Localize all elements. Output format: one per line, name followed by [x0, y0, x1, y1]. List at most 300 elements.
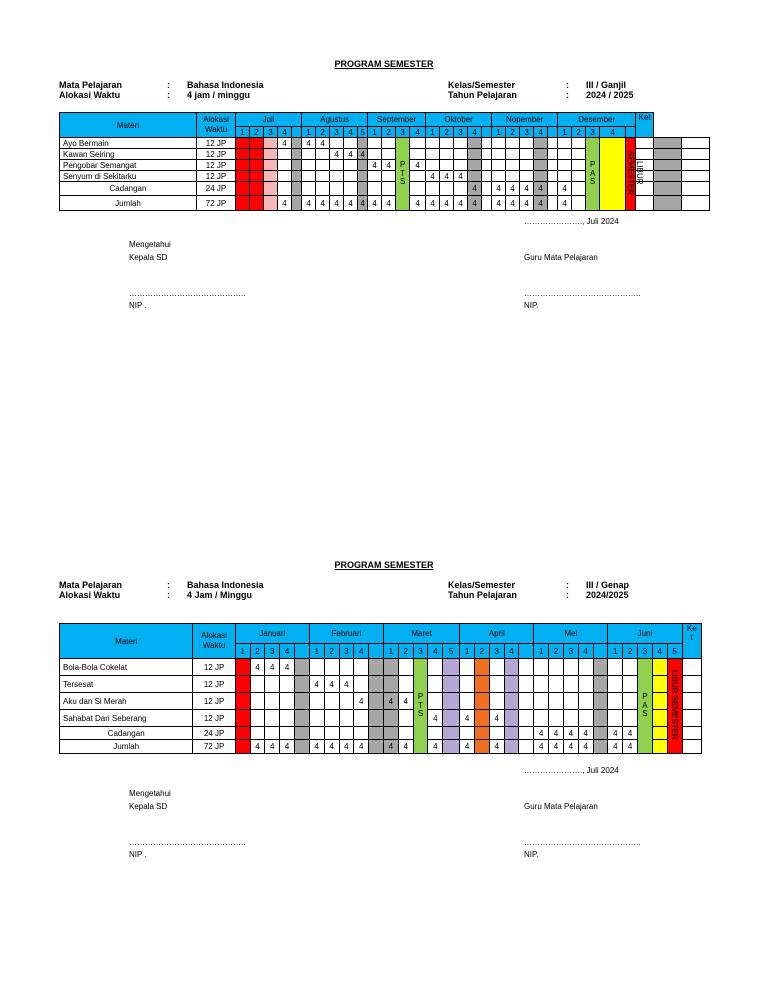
week-cell — [578, 693, 593, 710]
week-cell — [295, 676, 310, 693]
week-number: 1 — [608, 644, 623, 659]
week-cell — [428, 727, 443, 740]
guru-label: Guru Mata Pelajaran — [524, 253, 598, 262]
week-cell — [460, 727, 475, 740]
kepala-label: Kepala SD — [129, 253, 168, 262]
pas-block-label: P A S — [589, 160, 596, 187]
week-cell: 4 — [558, 182, 572, 196]
week-cell — [280, 676, 295, 693]
week-cell — [292, 138, 302, 149]
week-number — [519, 644, 534, 659]
week-number: 1 — [236, 127, 250, 138]
week-cell — [344, 182, 358, 196]
week-cell — [264, 149, 278, 160]
week-cell — [572, 171, 586, 182]
colon: : — [566, 80, 569, 90]
week-cell — [324, 693, 339, 710]
materi-cell: Cadangan — [60, 182, 197, 196]
week-cell: 4 — [368, 160, 382, 171]
week-cell: 4 — [358, 149, 368, 160]
week-cell: 4 — [534, 740, 549, 754]
week-cell: 4 — [428, 740, 443, 754]
week-number: 4 — [410, 127, 426, 138]
week-cell — [468, 149, 482, 160]
week-cell — [264, 160, 278, 171]
materi-cell: Sahabat Dari Seberang — [60, 710, 193, 727]
week-cell — [652, 740, 667, 754]
week-cell — [572, 149, 586, 160]
alokasi-cell: 72 JP — [197, 196, 236, 211]
week-cell — [295, 693, 310, 710]
week-cell: 4 — [358, 196, 368, 211]
week-cell — [250, 160, 264, 171]
week-cell — [368, 171, 382, 182]
week-cell — [309, 693, 324, 710]
week-cell: 4 — [623, 740, 638, 754]
week-cell — [492, 149, 506, 160]
week-cell — [330, 138, 344, 149]
week-number: 3 — [264, 127, 278, 138]
month-header: April — [460, 624, 534, 644]
materi-cell: Ayo Bermain — [60, 138, 197, 149]
week-cell — [344, 138, 358, 149]
pts-block-label: P T S — [399, 160, 406, 187]
week-cell — [520, 160, 534, 171]
alokasi-header-line2: Waktu — [204, 125, 228, 134]
week-cell — [519, 659, 534, 676]
week-cell: 4 — [489, 740, 504, 754]
week-cell — [280, 710, 295, 727]
guru-label: Guru Mata Pelajaran — [524, 802, 598, 811]
week-cell — [563, 659, 578, 676]
pas-block — [638, 659, 653, 754]
week-cell: 4 — [608, 740, 623, 754]
ket-cell — [682, 710, 701, 727]
week-cell — [410, 171, 426, 182]
week-cell — [324, 659, 339, 676]
week-cell — [454, 149, 468, 160]
alokasi-header — [193, 624, 235, 659]
week-cell — [534, 160, 548, 171]
month-header: September — [368, 113, 426, 127]
week-cell — [398, 710, 413, 727]
week-cell — [344, 160, 358, 171]
week-cell — [454, 138, 468, 149]
week-cell: 4 — [339, 740, 354, 754]
week-number: 4 — [344, 127, 358, 138]
week-cell — [608, 693, 623, 710]
libur-semester-block-label: LIBUR SEMESTER — [626, 150, 645, 195]
week-cell: 4 — [440, 171, 454, 182]
week-cell: 4 — [468, 182, 482, 196]
semester2-title: PROGRAM SEMESTER — [334, 560, 434, 570]
week-cell — [504, 727, 519, 740]
week-cell — [593, 727, 608, 740]
week-cell — [292, 196, 302, 211]
week-number: 2 — [623, 644, 638, 659]
header-row-months — [60, 624, 702, 644]
week-number: 3 — [520, 127, 534, 138]
week-cell — [295, 659, 310, 676]
week-cell — [354, 710, 369, 727]
week-cell — [302, 182, 316, 196]
week-cell — [623, 659, 638, 676]
month-header: Juli — [236, 113, 302, 127]
kelas-label: Kelas/Semester — [448, 580, 516, 590]
week-cell — [358, 138, 368, 149]
week-number: 1 — [302, 127, 316, 138]
materi-header: Materi — [60, 624, 193, 659]
week-cell — [383, 676, 398, 693]
week-number: 4 — [504, 644, 519, 659]
materi-cell: Cadangan — [60, 727, 193, 740]
week-cell — [652, 693, 667, 710]
week-cell — [369, 693, 384, 710]
ket-cell — [682, 138, 710, 149]
week-cell: 4 — [468, 196, 482, 211]
week-cell — [316, 171, 330, 182]
week-cell — [265, 710, 280, 727]
week-cell — [534, 676, 549, 693]
week-cell — [520, 138, 534, 149]
week-number: 3 — [339, 644, 354, 659]
week-cell — [382, 171, 396, 182]
week-cell — [358, 160, 368, 171]
week-cell — [309, 710, 324, 727]
week-cell — [295, 740, 310, 754]
week-cell — [250, 138, 264, 149]
week-cell: 4 — [354, 740, 369, 754]
week-cell — [426, 149, 440, 160]
week-number: 2 — [549, 644, 564, 659]
week-cell — [549, 693, 564, 710]
pas-block-label: P A S — [642, 692, 648, 719]
week-cell — [572, 196, 586, 211]
week-cell — [506, 171, 520, 182]
week-cell — [443, 710, 460, 727]
week-cell — [534, 149, 548, 160]
week-cell — [519, 710, 534, 727]
week-number: 2 — [382, 127, 396, 138]
kelas-value: III / Ganjil — [586, 80, 627, 90]
week-cell — [369, 740, 384, 754]
week-cell — [548, 149, 558, 160]
week-cell — [475, 676, 490, 693]
week-cell — [548, 196, 558, 211]
date-line: …………………., Juli 2024 — [524, 766, 619, 775]
week-cell — [426, 138, 440, 149]
signature-line-left: …………………………………….. — [129, 289, 246, 298]
week-cell — [250, 196, 264, 211]
week-cell — [292, 160, 302, 171]
week-number: 1 — [558, 127, 572, 138]
week-cell — [236, 196, 250, 211]
week-cell — [410, 149, 426, 160]
kelas-value: III / Genap — [586, 580, 630, 590]
week-cell — [572, 160, 586, 171]
ket-cell — [682, 693, 701, 710]
week-cell: 4 — [460, 740, 475, 754]
week-cell — [534, 710, 549, 727]
week-number: 1 — [534, 644, 549, 659]
month-header: Oktober — [426, 113, 492, 127]
week-cell — [295, 710, 310, 727]
week-number: 3 — [413, 644, 428, 659]
week-number: 3 — [454, 127, 468, 138]
materi-cell: Pengobar Semangat — [60, 160, 197, 171]
colon: : — [566, 90, 569, 100]
week-cell: 4 — [492, 196, 506, 211]
week-cell — [475, 693, 490, 710]
week-number: 3 — [638, 644, 653, 659]
week-number: 4 — [534, 127, 548, 138]
week-cell — [548, 171, 558, 182]
week-cell — [443, 659, 460, 676]
week-cell — [265, 676, 280, 693]
week-cell — [354, 676, 369, 693]
mapel-label: Mata Pelajaran — [59, 80, 123, 90]
week-cell — [558, 160, 572, 171]
week-number: 3 — [586, 127, 600, 138]
week-number: 4 — [280, 644, 295, 659]
week-cell — [482, 196, 492, 211]
week-cell — [236, 138, 250, 149]
week-cell: 4 — [440, 196, 454, 211]
week-cell — [534, 693, 549, 710]
week-cell — [280, 693, 295, 710]
week-cell — [492, 138, 506, 149]
month-header: Juni — [608, 624, 682, 644]
week-cell — [278, 149, 292, 160]
week-cell: 4 — [280, 740, 295, 754]
week-cell — [558, 149, 572, 160]
week-cell — [578, 710, 593, 727]
week-cell — [410, 138, 426, 149]
week-cell — [548, 138, 558, 149]
week-number: 4 — [354, 644, 369, 659]
pas-block — [586, 138, 600, 211]
week-cell — [492, 160, 506, 171]
week-number: 1 — [492, 127, 506, 138]
week-cell — [460, 693, 475, 710]
week-cell: 4 — [489, 710, 504, 727]
alokasi-header — [197, 113, 236, 138]
week-cell — [382, 149, 396, 160]
week-cell: 4 — [354, 693, 369, 710]
week-cell — [358, 171, 368, 182]
alokasi-cell: 24 JP — [193, 727, 235, 740]
week-cell — [454, 160, 468, 171]
week-cell — [549, 710, 564, 727]
week-cell — [369, 659, 384, 676]
week-cell: 4 — [309, 740, 324, 754]
nip-left: NIP . — [129, 301, 147, 310]
mapel-value: Bahasa Indonesia — [187, 580, 264, 590]
week-cell — [250, 182, 264, 196]
mapel-value: Bahasa Indonesia — [187, 80, 264, 90]
week-cell — [443, 693, 460, 710]
week-cell — [309, 659, 324, 676]
week-cell — [398, 659, 413, 676]
week-cell: 4 — [492, 182, 506, 196]
week-number: 2 — [398, 644, 413, 659]
week-cell — [236, 160, 250, 171]
week-cell — [330, 182, 344, 196]
week-cell — [558, 171, 572, 182]
pts-block — [396, 138, 410, 211]
week-cell: 4 — [368, 196, 382, 211]
week-cell — [324, 727, 339, 740]
week-cell — [482, 160, 492, 171]
week-cell — [652, 727, 667, 740]
week-cell — [330, 160, 344, 171]
week-cell: 4 — [426, 196, 440, 211]
week-cell — [519, 740, 534, 754]
week-cell — [382, 182, 396, 196]
week-number: 4 — [278, 127, 292, 138]
week-number: 2 — [506, 127, 520, 138]
alokasi-cell: 12 JP — [193, 693, 235, 710]
week-cell — [593, 659, 608, 676]
week-cell — [330, 171, 344, 182]
week-cell — [504, 676, 519, 693]
week-cell — [534, 138, 548, 149]
week-number: 1 — [309, 644, 324, 659]
week-cell: 4 — [339, 676, 354, 693]
week-cell — [309, 727, 324, 740]
week-cell: 4 — [578, 740, 593, 754]
week-cell — [265, 727, 280, 740]
week-cell — [324, 710, 339, 727]
alokasi-cell: 12 JP — [197, 171, 236, 182]
week-cell — [623, 676, 638, 693]
pts-block-label: P T S — [417, 692, 424, 719]
week-cell: 4 — [578, 727, 593, 740]
week-cell — [623, 710, 638, 727]
month-header: Maret — [383, 624, 459, 644]
libur-semester-block — [667, 659, 682, 754]
ket-header: Ket — [636, 113, 654, 138]
ket-cell — [682, 160, 710, 171]
week-cell — [295, 727, 310, 740]
week-cell — [489, 659, 504, 676]
week-cell — [265, 693, 280, 710]
week-cell: 4 — [382, 160, 396, 171]
week-cell: 4 — [398, 740, 413, 754]
alokasi-cell: 24 JP — [197, 182, 236, 196]
alokasi-label: Alokasi Waktu — [59, 590, 121, 600]
week-cell: 4 — [534, 196, 548, 211]
week-cell — [443, 727, 460, 740]
nip-right: NIP. — [524, 301, 539, 310]
week-cell — [440, 182, 454, 196]
week-cell — [468, 138, 482, 149]
week-cell — [563, 710, 578, 727]
week-cell — [482, 138, 492, 149]
colon: : — [167, 590, 170, 600]
week-cell — [302, 160, 316, 171]
week-cell: 4 — [382, 196, 396, 211]
week-cell — [302, 149, 316, 160]
table-row — [60, 676, 702, 693]
week-cell — [506, 138, 520, 149]
week-number: 1 — [383, 644, 398, 659]
libur-semester-block-label: LIBUR SEMESTER — [670, 670, 680, 740]
week-cell — [292, 171, 302, 182]
week-cell — [278, 160, 292, 171]
mapel-label: Mata Pelajaran — [59, 580, 123, 590]
colon: : — [167, 80, 170, 90]
week-cell: 4 — [278, 196, 292, 211]
week-cell — [504, 693, 519, 710]
week-cell: 4 — [506, 196, 520, 211]
week-cell — [428, 659, 443, 676]
week-cell: 4 — [316, 138, 330, 149]
week-cell — [426, 182, 440, 196]
week-number: 3 — [563, 644, 578, 659]
week-cell — [489, 727, 504, 740]
week-cell — [398, 676, 413, 693]
week-cell — [250, 149, 264, 160]
week-cell — [292, 182, 302, 196]
week-cell: 4 — [460, 710, 475, 727]
week-cell — [558, 138, 572, 149]
week-cell: 4 — [280, 659, 295, 676]
week-cell: 4 — [398, 693, 413, 710]
alokasi-cell: 12 JP — [197, 149, 236, 160]
week-cell — [339, 659, 354, 676]
week-number: 1 — [368, 127, 382, 138]
semester1-title: PROGRAM SEMESTER — [334, 59, 434, 69]
week-cell — [475, 740, 490, 754]
week-cell: 4 — [265, 740, 280, 754]
week-cell: 4 — [250, 659, 265, 676]
week-cell — [519, 693, 534, 710]
week-cell: 4 — [549, 740, 564, 754]
alokasi-cell: 12 JP — [193, 659, 235, 676]
week-cell — [369, 710, 384, 727]
materi-cell: Kawan Seiring — [60, 149, 197, 160]
week-number — [292, 127, 302, 138]
week-number — [626, 127, 636, 138]
table-row — [60, 740, 702, 754]
week-cell — [235, 693, 250, 710]
week-cell — [520, 149, 534, 160]
week-cell: 4 — [383, 693, 398, 710]
week-cell: 4 — [383, 740, 398, 754]
week-cell — [482, 182, 492, 196]
week-number: 1 — [426, 127, 440, 138]
week-cell — [608, 676, 623, 693]
week-cell: 4 — [558, 196, 572, 211]
ket-cell — [682, 182, 710, 196]
signature-line-right: …………………………………….. — [524, 289, 641, 298]
week-cell: 4 — [520, 182, 534, 196]
week-cell — [504, 659, 519, 676]
week-cell — [316, 149, 330, 160]
month-header: Mei — [534, 624, 608, 644]
tahun-label: Tahun Pelajaran — [448, 590, 517, 600]
week-cell — [548, 160, 558, 171]
week-number — [593, 644, 608, 659]
week-cell: 4 — [454, 196, 468, 211]
materi-cell: Bola-Bola Cokelat — [60, 659, 193, 676]
week-cell — [548, 182, 558, 196]
week-cell — [608, 710, 623, 727]
week-cell: 4 — [265, 659, 280, 676]
week-cell — [235, 740, 250, 754]
week-cell — [572, 182, 586, 196]
